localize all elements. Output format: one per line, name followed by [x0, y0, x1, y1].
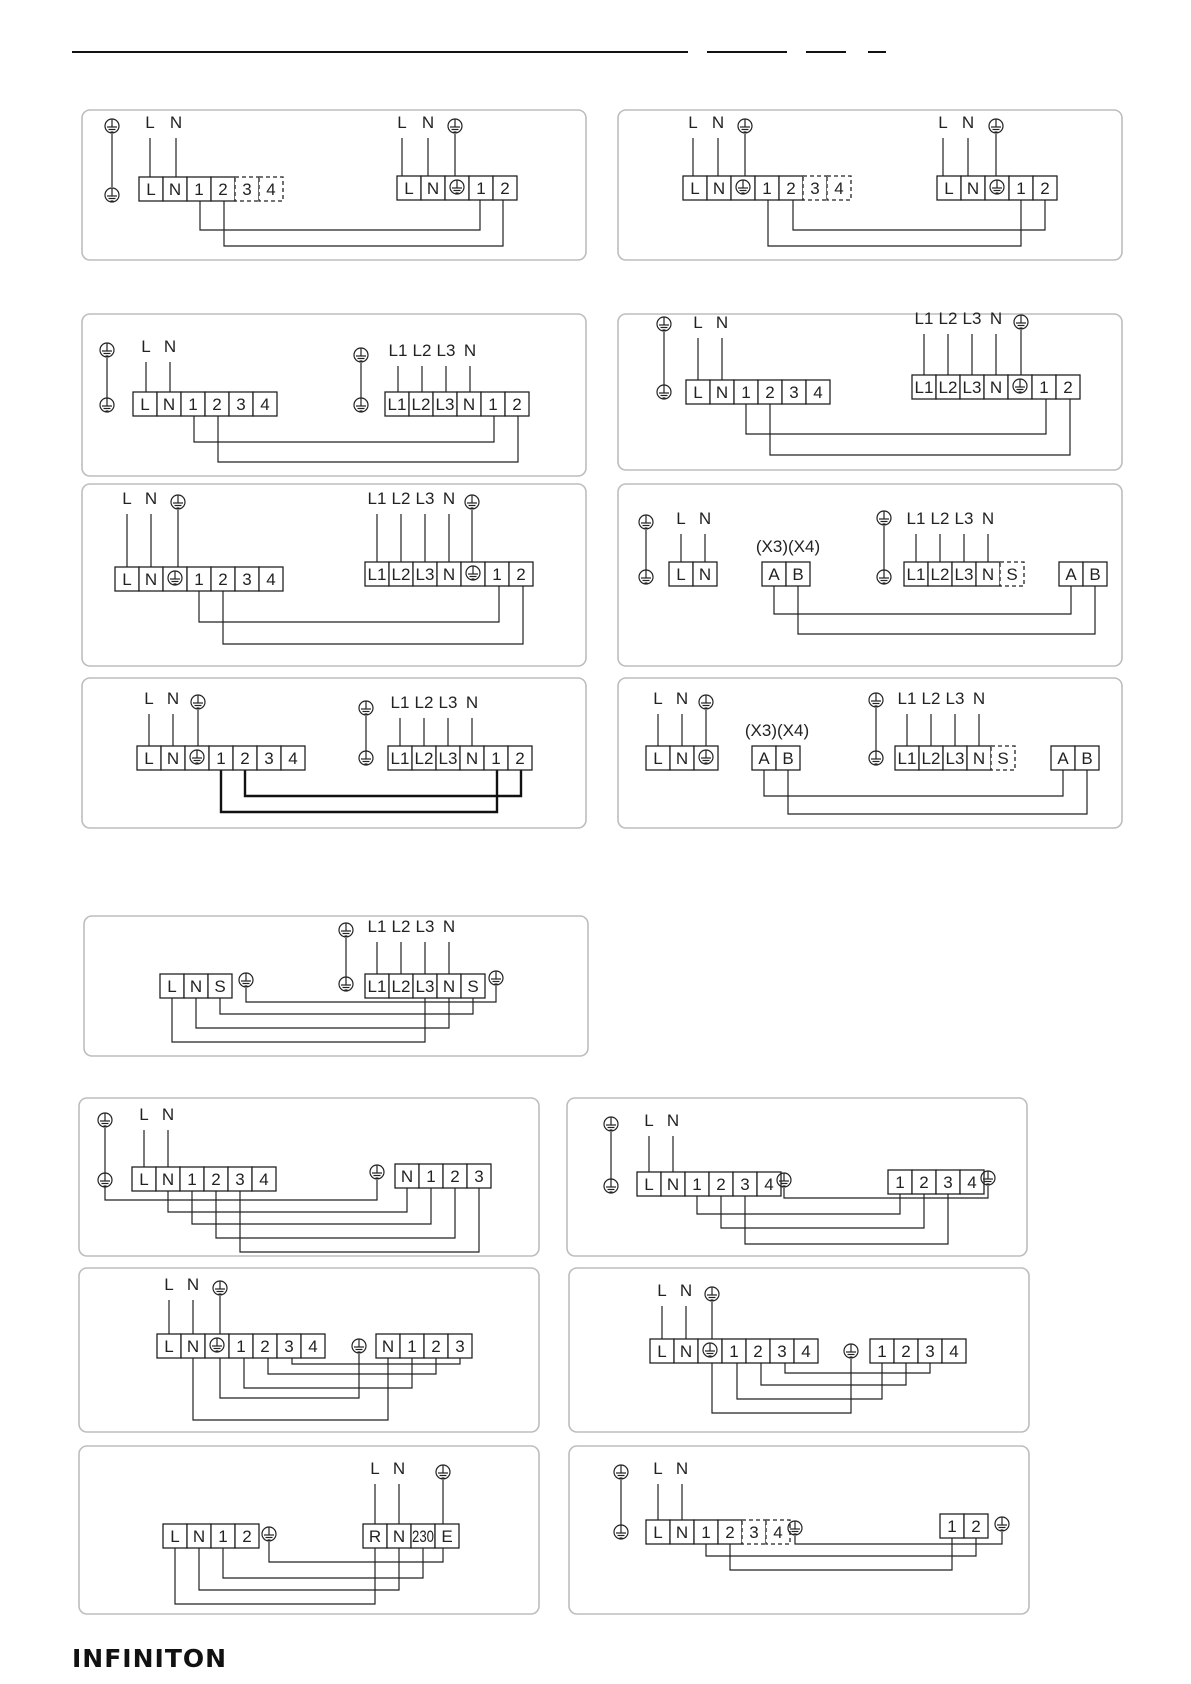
terminal-label: 3 — [943, 1173, 953, 1192]
terminal-label: L — [653, 749, 663, 768]
wire-label: L — [938, 113, 948, 132]
wire-label: (X3)(X4) — [744, 721, 810, 740]
terminal-block-3 — [895, 746, 1015, 770]
terminal-block-3 — [904, 562, 1024, 586]
terminal-block-2 — [376, 1334, 472, 1358]
wire-label: L — [164, 1275, 174, 1294]
terminal-label: N — [712, 179, 726, 198]
diagram-panels — [79, 110, 1122, 1614]
terminal-block-2 — [385, 392, 529, 416]
terminal-block-2 — [937, 176, 1057, 200]
terminal-block-1 — [137, 746, 305, 770]
wire-label: L3 — [415, 917, 435, 936]
terminal-label: L1 — [387, 395, 407, 414]
terminal-label: N — [972, 749, 986, 768]
terminal-label: 1 — [218, 1527, 228, 1546]
diagram-panel-8 — [618, 678, 1122, 828]
terminal-block-1 — [132, 1167, 276, 1191]
terminal-label: N — [166, 749, 180, 768]
terminal-label: L1 — [390, 749, 410, 768]
wire-label: N — [442, 917, 456, 936]
diagram-panel-4 — [618, 309, 1122, 470]
terminal-block-2 — [388, 746, 532, 770]
terminal-label: 2 — [218, 180, 228, 199]
terminal-label: 3 — [749, 1523, 759, 1542]
wire-label: L — [122, 489, 132, 508]
terminal-label: L2 — [930, 565, 950, 584]
terminal-label: 2 — [240, 749, 250, 768]
terminal-label: L — [122, 570, 132, 589]
wire-label: N — [675, 689, 689, 708]
terminal-block-2 — [395, 1164, 491, 1188]
terminal-label: 2 — [516, 565, 526, 584]
terminal-label: N — [666, 1175, 680, 1194]
terminal-label: A — [758, 749, 770, 768]
terminal-label: L2 — [391, 977, 411, 996]
wire-label: N — [981, 509, 995, 528]
terminal-label: N — [161, 1170, 175, 1189]
terminal-label: 1 — [426, 1167, 436, 1186]
terminal-label: 4 — [967, 1173, 977, 1192]
wire-label: N — [186, 1275, 200, 1294]
terminal-label: N — [426, 179, 440, 198]
terminal-label: N — [192, 1527, 206, 1546]
terminal-label: A — [1057, 749, 1069, 768]
terminal-label: 3 — [740, 1175, 750, 1194]
terminal-label: 4 — [260, 395, 270, 414]
wire-label: L1 — [367, 489, 387, 508]
diagram-panel-13 — [569, 1268, 1029, 1432]
terminal-label: L — [676, 565, 686, 584]
terminal-label: L3 — [438, 749, 458, 768]
terminal-label: L1 — [897, 749, 917, 768]
brand-logo: INFINITON — [72, 1644, 228, 1673]
wire-label: L — [370, 1459, 380, 1478]
terminal-label: L — [657, 1342, 667, 1361]
terminal-block-1 — [683, 176, 851, 200]
wire-label: L3 — [438, 693, 458, 712]
terminal-label: L — [690, 179, 700, 198]
diagram-panel-7 — [82, 678, 586, 828]
terminal-label: B — [1089, 565, 1101, 584]
terminal-label: 2 — [786, 179, 796, 198]
diagram-panel-6 — [618, 484, 1122, 666]
wire-label: L1 — [367, 917, 387, 936]
terminal-block-1 — [133, 392, 277, 416]
terminal-label: 1 — [1039, 378, 1049, 397]
terminal-label: 2 — [919, 1173, 929, 1192]
terminal-label: 3 — [925, 1342, 935, 1361]
terminal-label: L3 — [945, 749, 965, 768]
terminal-label: 2 — [765, 383, 775, 402]
terminal-label: 2 — [1040, 179, 1050, 198]
terminal-block-4 — [1059, 562, 1107, 586]
terminal-label: L2 — [411, 395, 431, 414]
wire-label: L — [657, 1281, 667, 1300]
diagram-panel-3 — [82, 314, 586, 476]
wire-label: L3 — [945, 689, 965, 708]
terminal-block-1 — [646, 746, 718, 770]
wire-label: L3 — [436, 341, 456, 360]
terminal-label: L1 — [367, 977, 387, 996]
wire-label: L2 — [414, 693, 434, 712]
wire-label: L1 — [390, 693, 410, 712]
terminal-label: B — [792, 565, 804, 584]
wire-label: N — [465, 693, 479, 712]
terminal-label: L — [170, 1527, 180, 1546]
terminal-label: 3 — [264, 749, 274, 768]
wire-label: L2 — [412, 341, 432, 360]
diagram-panel-1 — [82, 110, 586, 260]
wire-label: L — [139, 1105, 149, 1124]
wire-label: L — [145, 113, 155, 132]
terminal-block-1 — [163, 1524, 259, 1548]
terminal-label: 3 — [777, 1342, 787, 1361]
terminal-block-2 — [940, 1514, 988, 1538]
terminal-label: L3 — [415, 565, 435, 584]
panel-frame — [79, 1446, 539, 1614]
terminal-block-1 — [115, 567, 283, 591]
terminal-label: L1 — [906, 565, 926, 584]
diagram-panel-10 — [79, 1098, 539, 1256]
terminal-label: 3 — [242, 180, 252, 199]
terminal-label: 1 — [701, 1523, 711, 1542]
wire-label: N — [698, 509, 712, 528]
wire-label: N — [421, 113, 435, 132]
terminal-label: 3 — [789, 383, 799, 402]
wire-label: L — [693, 313, 703, 332]
terminal-label: L3 — [415, 977, 435, 996]
terminal-label: 4 — [266, 180, 276, 199]
terminal-label: N — [675, 1523, 689, 1542]
wire-label: L — [676, 509, 686, 528]
wire-label: N — [675, 1459, 689, 1478]
terminal-label: L — [944, 179, 954, 198]
terminal-label: N — [392, 1527, 406, 1546]
terminal-label: 3 — [235, 1170, 245, 1189]
terminal-label: L — [139, 1170, 149, 1189]
wire-label: L2 — [930, 509, 950, 528]
wire-label: L — [144, 689, 154, 708]
terminal-label: 1 — [692, 1175, 702, 1194]
terminal-block-2 — [365, 562, 533, 586]
terminal-label: 2 — [211, 1170, 221, 1189]
terminal-label: N — [698, 565, 712, 584]
wire-label: N — [961, 113, 975, 132]
terminal-block-2 — [363, 1524, 459, 1548]
wire-label: L2 — [391, 489, 411, 508]
terminal-block-2 — [397, 176, 517, 200]
terminal-label: N — [400, 1167, 414, 1186]
terminal-block-2 — [888, 1170, 984, 1194]
terminal-label: 3 — [242, 570, 252, 589]
wire-label: N — [972, 689, 986, 708]
terminal-label: 4 — [308, 1337, 318, 1356]
wire-label: N — [144, 489, 158, 508]
terminal-block-1 — [139, 177, 283, 201]
wire-label: L — [653, 689, 663, 708]
terminal-label: 2 — [515, 749, 525, 768]
wire-label: L — [653, 1459, 663, 1478]
terminal-block-4 — [1051, 746, 1099, 770]
wire-label: L — [644, 1111, 654, 1130]
terminal-label: L2 — [921, 749, 941, 768]
terminal-label: 1 — [194, 570, 204, 589]
terminal-label: R — [368, 1527, 382, 1546]
diagram-panel-5 — [82, 484, 586, 666]
terminal-label: N — [381, 1337, 395, 1356]
terminal-label: L — [167, 977, 177, 996]
terminal-block-2 — [752, 746, 800, 770]
terminal-label: N — [675, 749, 689, 768]
terminal-label: 4 — [288, 749, 298, 768]
terminal-label: N — [189, 977, 203, 996]
wire-label: N — [463, 341, 477, 360]
terminal-label: N — [966, 179, 980, 198]
terminal-label: 1 — [1016, 179, 1026, 198]
terminal-label: A — [768, 565, 780, 584]
terminal-label: L1 — [367, 565, 387, 584]
terminal-label: S — [214, 977, 226, 996]
wire-label: N — [679, 1281, 693, 1300]
terminal-label: 1 — [729, 1342, 739, 1361]
terminal-label: L1 — [914, 378, 934, 397]
terminal-block-1 — [637, 1172, 781, 1196]
terminal-label: N — [679, 1342, 693, 1361]
terminal-label: 2 — [212, 395, 222, 414]
terminal-label: L — [404, 179, 414, 198]
terminal-label: L — [644, 1175, 654, 1194]
wire-label: L3 — [415, 489, 435, 508]
terminal-label: N — [168, 180, 182, 199]
terminal-block-1 — [157, 1334, 325, 1358]
terminal-label: 1 — [407, 1337, 417, 1356]
wire-label: N — [989, 309, 1003, 328]
terminal-label: 2 — [725, 1523, 735, 1542]
terminal-label: 4 — [801, 1342, 811, 1361]
terminal-label: 1 — [877, 1342, 887, 1361]
terminal-label: S — [467, 977, 479, 996]
wire-label: N — [166, 689, 180, 708]
diagram-panel-12 — [79, 1268, 539, 1432]
terminal-label: 4 — [813, 383, 823, 402]
terminal-label: B — [782, 749, 794, 768]
terminal-label: N — [442, 977, 456, 996]
terminal-label: L — [146, 180, 156, 199]
terminal-block-1 — [686, 380, 830, 404]
terminal-label: N — [186, 1337, 200, 1356]
terminal-label: 2 — [971, 1517, 981, 1536]
terminal-label: N — [989, 378, 1003, 397]
terminal-label: 2 — [500, 179, 510, 198]
terminal-label: N — [715, 383, 729, 402]
wire-label: L1 — [897, 689, 917, 708]
terminal-label: 4 — [834, 179, 844, 198]
terminal-label: 4 — [773, 1523, 783, 1542]
terminal-label: S — [1006, 565, 1018, 584]
terminal-label: L — [144, 749, 154, 768]
terminal-label: B — [1081, 749, 1093, 768]
diagram-panel-15 — [569, 1446, 1029, 1614]
terminal-label: 4 — [949, 1342, 959, 1361]
wire-label: L2 — [391, 917, 411, 936]
terminal-label: L3 — [954, 565, 974, 584]
terminal-label: L2 — [414, 749, 434, 768]
terminal-label: L — [140, 395, 150, 414]
terminal-label: E — [441, 1527, 453, 1546]
terminal-label: 230 — [412, 1527, 434, 1546]
wire-label: N — [666, 1111, 680, 1130]
terminal-label: 2 — [753, 1342, 763, 1361]
terminal-label: N — [465, 749, 479, 768]
terminal-label: 2 — [1063, 378, 1073, 397]
terminal-label: 2 — [901, 1342, 911, 1361]
terminal-label: N — [462, 395, 476, 414]
wire-label: L1 — [914, 309, 934, 328]
terminal-block-2 — [762, 562, 810, 586]
terminal-label: 1 — [741, 383, 751, 402]
terminal-label: L — [653, 1523, 663, 1542]
terminal-label: 1 — [236, 1337, 246, 1356]
terminal-label: 3 — [236, 395, 246, 414]
wire-label: N — [711, 113, 725, 132]
terminal-label: N — [144, 570, 158, 589]
diagram-panel-9 — [84, 916, 588, 1056]
terminal-label: 2 — [242, 1527, 252, 1546]
terminal-block-1 — [160, 974, 232, 998]
terminal-label: 4 — [266, 570, 276, 589]
wire-label: L2 — [921, 689, 941, 708]
wire-label: N — [169, 113, 183, 132]
diagram-panel-14 — [79, 1446, 539, 1614]
terminal-block-1 — [669, 562, 717, 586]
terminal-label: L — [164, 1337, 174, 1356]
terminal-label: 1 — [762, 179, 772, 198]
terminal-block-2 — [365, 974, 485, 998]
terminal-label: 2 — [716, 1175, 726, 1194]
terminal-label: 1 — [188, 395, 198, 414]
terminal-label: N — [442, 565, 456, 584]
wire-label: L1 — [388, 341, 408, 360]
terminal-label: 4 — [764, 1175, 774, 1194]
wire-label: N — [392, 1459, 406, 1478]
terminal-block-2 — [912, 375, 1080, 399]
terminal-label: A — [1065, 565, 1077, 584]
terminal-label: 1 — [947, 1517, 957, 1536]
terminal-label: 1 — [216, 749, 226, 768]
terminal-label: 3 — [810, 179, 820, 198]
terminal-label: 2 — [260, 1337, 270, 1356]
wire-label: L — [141, 337, 151, 356]
wire-label: N — [442, 489, 456, 508]
terminal-label: 1 — [895, 1173, 905, 1192]
terminal-label: L2 — [391, 565, 411, 584]
diagram-panel-2 — [618, 110, 1122, 260]
terminal-label: 3 — [284, 1337, 294, 1356]
terminal-label: 4 — [259, 1170, 269, 1189]
terminal-label: S — [997, 749, 1009, 768]
terminal-label: 3 — [474, 1167, 484, 1186]
terminal-label: L — [693, 383, 703, 402]
terminal-label: 1 — [492, 565, 502, 584]
terminal-label: 1 — [194, 180, 204, 199]
wire-label: L2 — [938, 309, 958, 328]
terminal-label: 2 — [431, 1337, 441, 1356]
terminal-label: 2 — [450, 1167, 460, 1186]
wire-label: L3 — [954, 509, 974, 528]
terminal-label: N — [981, 565, 995, 584]
diagram-panel-11 — [567, 1098, 1027, 1256]
terminal-label: 1 — [187, 1170, 197, 1189]
terminal-label: 2 — [218, 570, 228, 589]
wire-label: L — [688, 113, 698, 132]
terminal-label: 1 — [491, 749, 501, 768]
terminal-label: L3 — [435, 395, 455, 414]
wire-label: (X3)(X4) — [755, 537, 821, 556]
wire-label: N — [161, 1105, 175, 1124]
terminal-label: 3 — [455, 1337, 465, 1356]
terminal-block-1 — [650, 1339, 818, 1363]
terminal-label: N — [162, 395, 176, 414]
terminal-label: L3 — [962, 378, 982, 397]
terminal-label: 2 — [512, 395, 522, 414]
terminal-label: 1 — [488, 395, 498, 414]
terminal-block-1 — [646, 1520, 790, 1544]
wire-label: L3 — [962, 309, 982, 328]
wire-label: L1 — [906, 509, 926, 528]
wire-label: N — [163, 337, 177, 356]
wire-label: N — [715, 313, 729, 332]
wire-label: L — [397, 113, 407, 132]
terminal-label: 1 — [476, 179, 486, 198]
terminal-label: L2 — [938, 378, 958, 397]
terminal-block-2 — [870, 1339, 966, 1363]
